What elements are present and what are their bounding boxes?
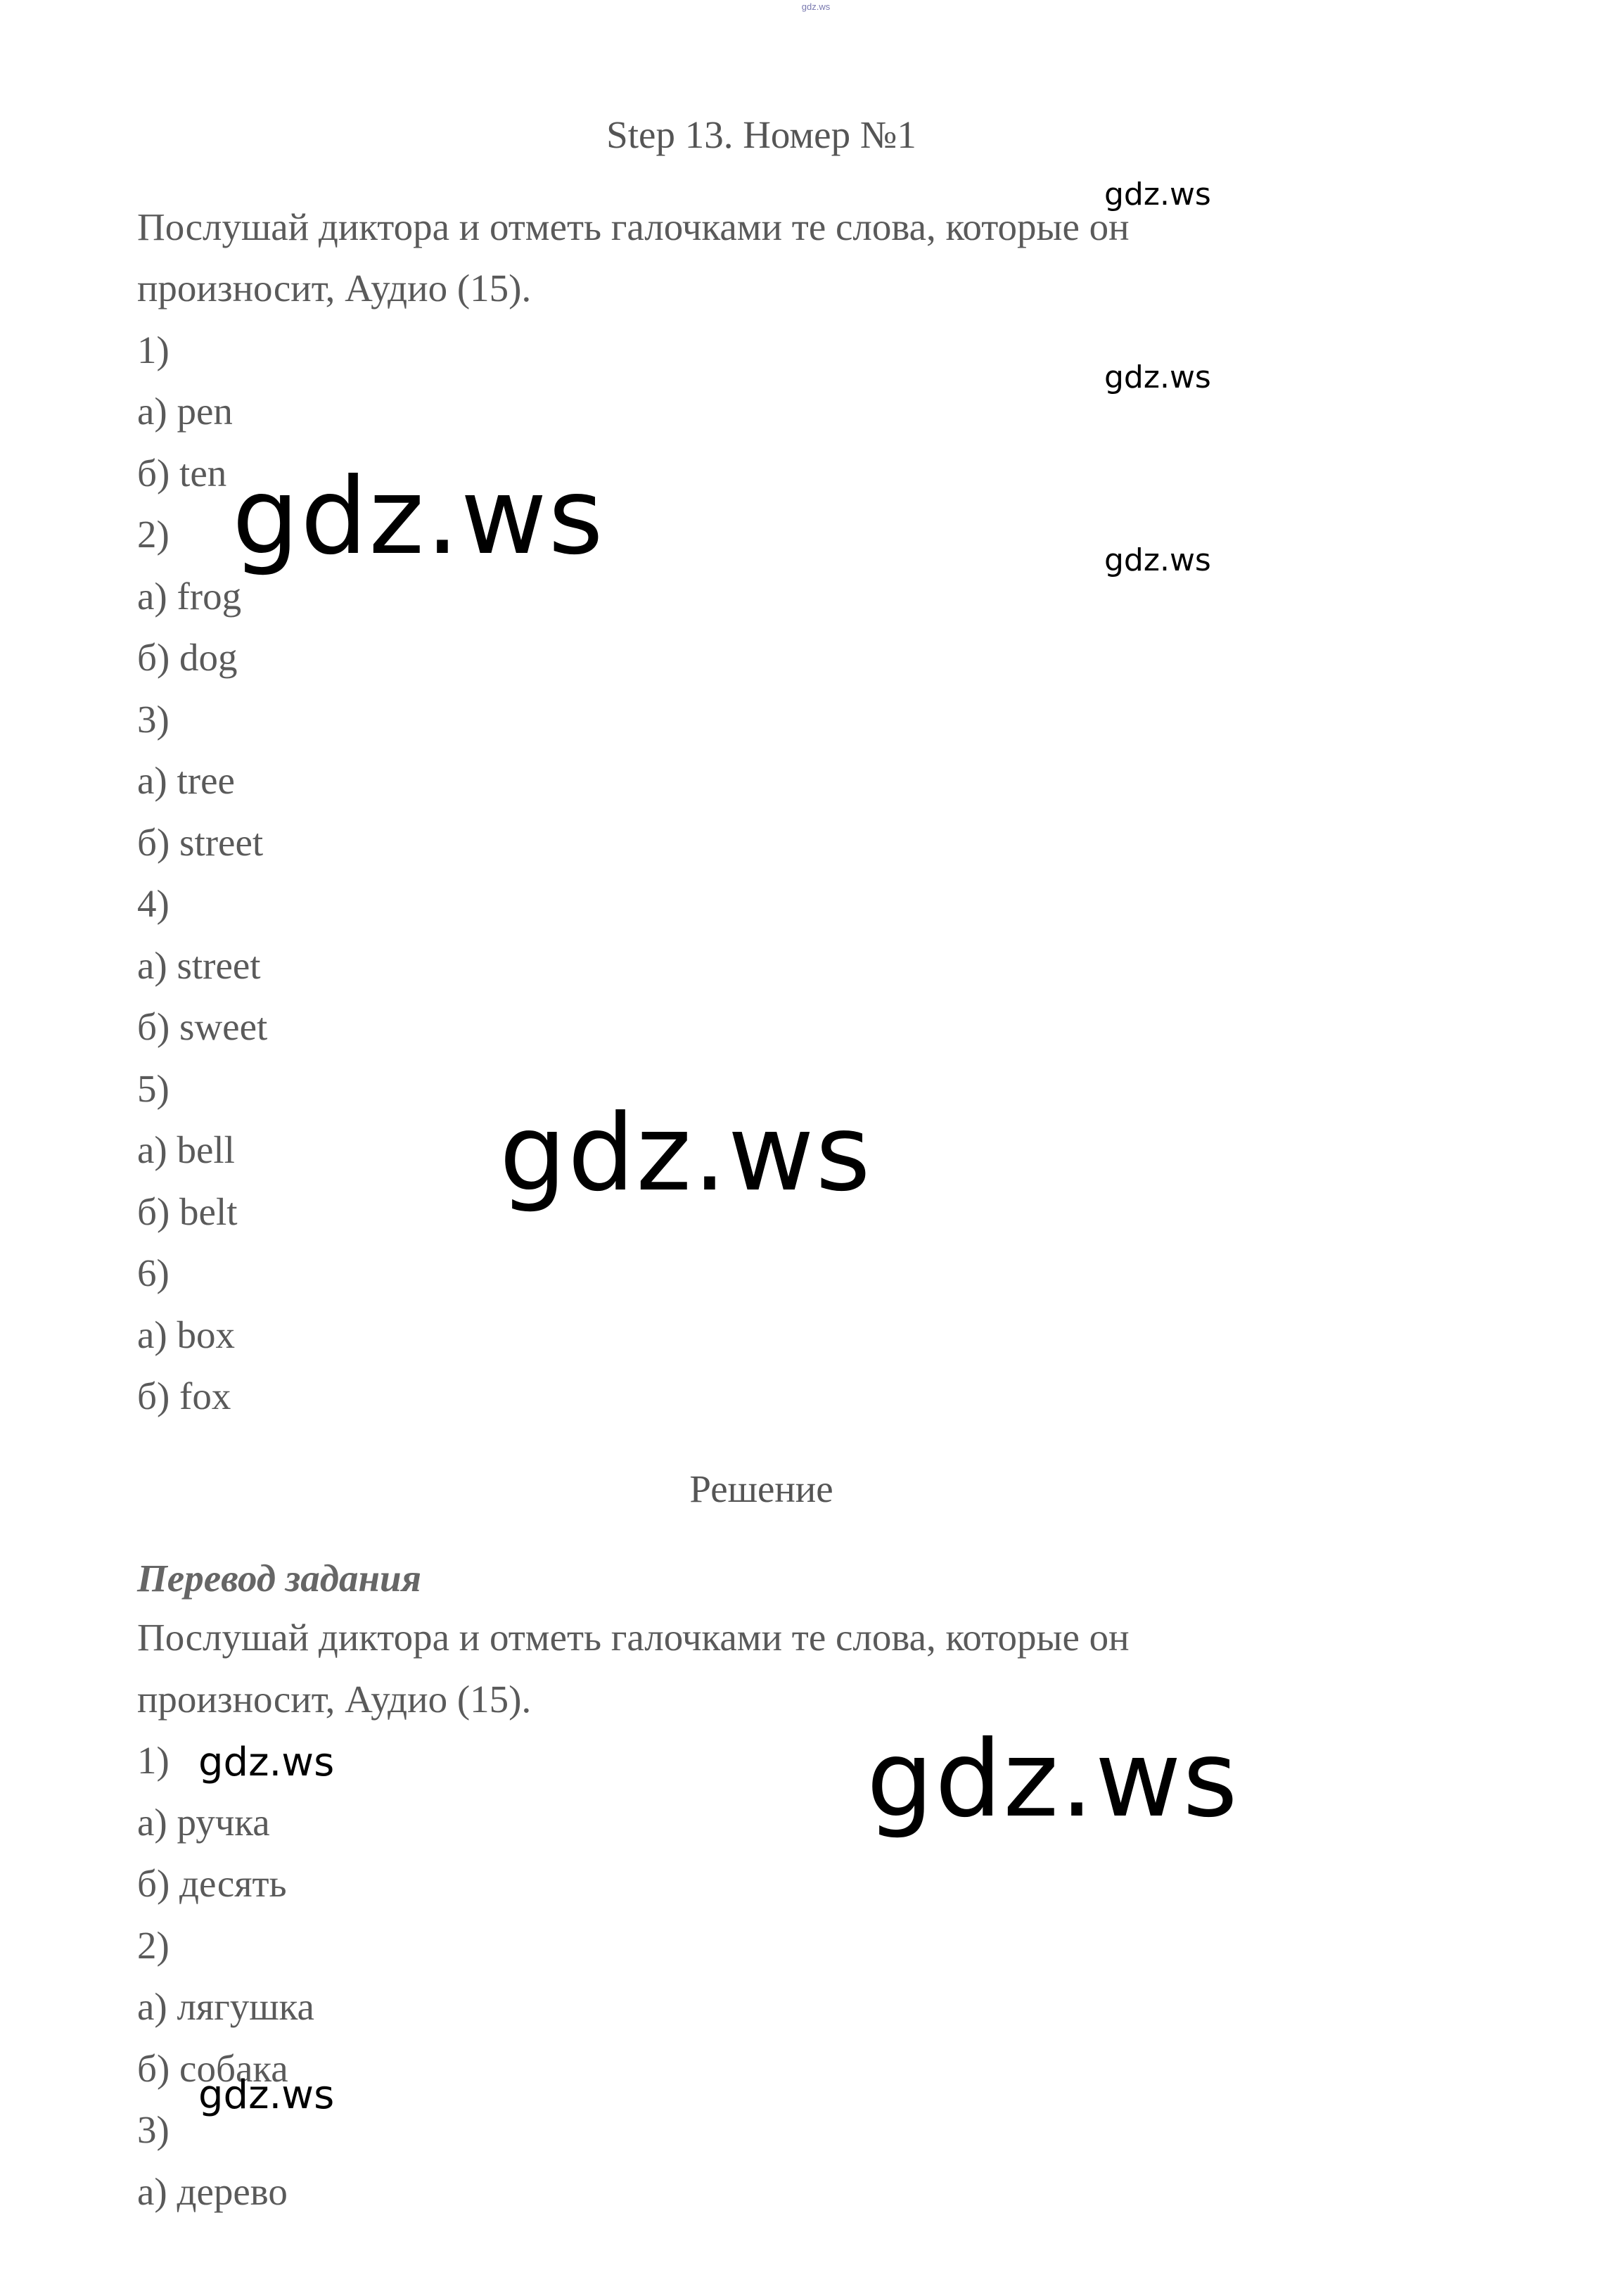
item-number: 1) <box>137 329 170 371</box>
task-text-line-1: Послушай диктора и отметь галочками те слова, которые он <box>137 205 1130 248</box>
watermark: gdz.ws <box>867 1718 1239 1841</box>
item-option: а) bell <box>137 1128 235 1171</box>
item-option: б) sweet <box>137 1005 268 1048</box>
translation-item-number: 3) <box>137 2108 170 2151</box>
watermark: gdz.ws <box>1104 177 1211 212</box>
item-option: б) dog <box>137 636 238 679</box>
top-watermark: gdz.ws <box>801 1 831 12</box>
item-option: б) fox <box>137 1375 231 1417</box>
translation-item-option: б) десять <box>137 1862 287 1905</box>
translation-heading: Перевод задания <box>137 1557 421 1600</box>
item-number: 2) <box>137 513 170 556</box>
translation-item-option: а) лягушка <box>137 1985 314 2028</box>
item-option: б) ten <box>137 452 227 495</box>
item-option: а) box <box>137 1313 235 1356</box>
translation-item-number: 1) <box>137 1739 170 1782</box>
item-number: 6) <box>137 1251 170 1294</box>
item-option: б) street <box>137 821 264 864</box>
page-title: Step 13. Номер №1 <box>606 113 916 156</box>
item-option: б) belt <box>137 1190 238 1233</box>
item-option: а) tree <box>137 759 235 802</box>
watermark: gdz.ws <box>198 1740 335 1785</box>
translation-text-line-2: произносит, Аудио (15). <box>137 1678 532 1721</box>
translation-item-number: 2) <box>137 1924 170 1967</box>
watermark: gdz.ws <box>499 1092 872 1215</box>
translation-item-option: а) ручка <box>137 1801 270 1844</box>
item-option: а) frog <box>137 575 242 618</box>
item-option: а) street <box>137 944 261 987</box>
item-option: а) pen <box>137 390 233 433</box>
watermark: gdz.ws <box>232 456 605 578</box>
item-number: 4) <box>137 882 170 925</box>
translation-text-line-1: Послушай диктора и отметь галочками те слова, которые он <box>137 1616 1130 1659</box>
watermark: gdz.ws <box>1104 359 1211 395</box>
solution-heading: Решение <box>689 1467 833 1510</box>
item-number: 3) <box>137 698 170 741</box>
task-text-line-2: произносит, Аудио (15). <box>137 267 532 310</box>
item-number: 5) <box>137 1067 170 1110</box>
translation-item-option: б) собака <box>137 2047 288 2090</box>
translation-item-option: а) дерево <box>137 2170 288 2213</box>
watermark: gdz.ws <box>1104 542 1211 578</box>
watermark: gdz.ws <box>198 2072 335 2118</box>
